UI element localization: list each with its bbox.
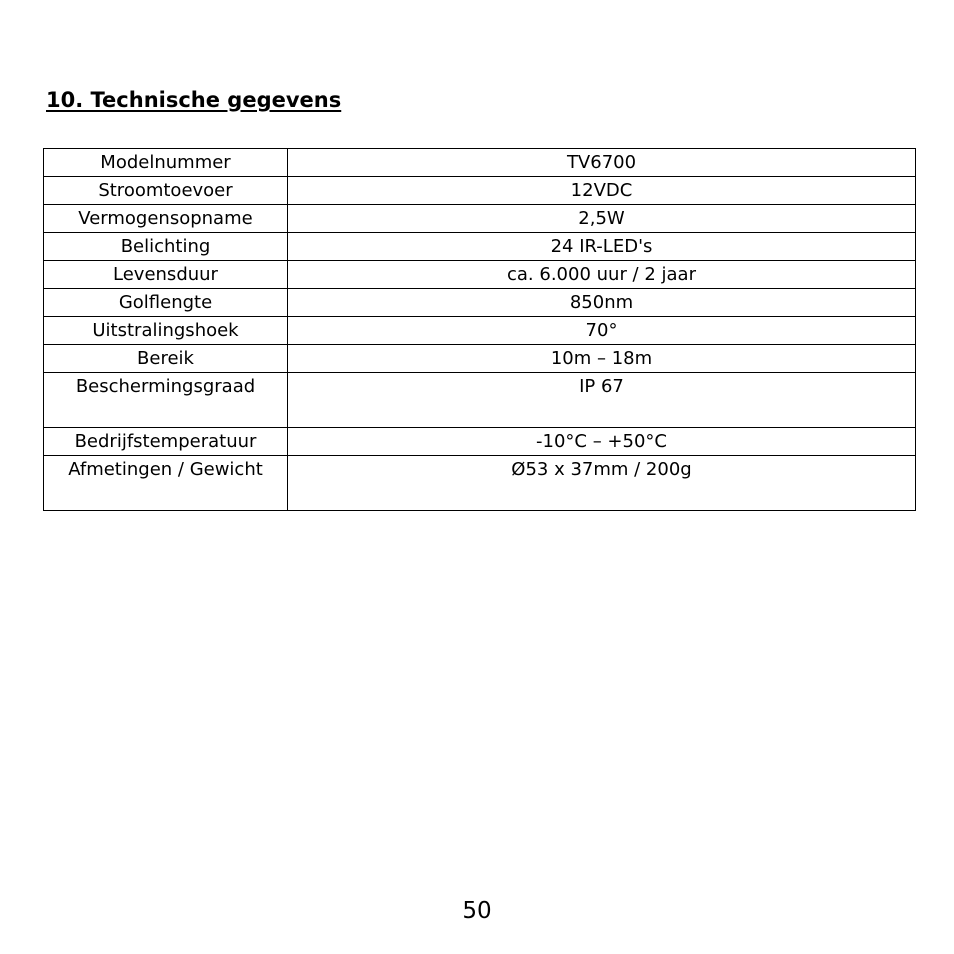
spec-value: 850nm	[288, 289, 916, 317]
page-number: 50	[462, 898, 492, 924]
spec-value: ca. 6.000 uur / 2 jaar	[288, 261, 916, 289]
section-title: 10. Technische gegevens	[46, 88, 342, 112]
spec-value: TV6700	[288, 149, 916, 177]
spec-label: Bedrijfstemperatuur	[44, 428, 288, 456]
spec-table-body	[44, 149, 916, 511]
spec-label: Modelnummer	[44, 149, 288, 177]
spec-value: 24 IR-LED's	[288, 233, 916, 261]
spec-label: Stroomtoevoer	[44, 177, 288, 205]
table-row	[44, 373, 916, 428]
table-row	[44, 261, 916, 289]
table-row	[44, 289, 916, 317]
table-row	[44, 205, 916, 233]
spec-value: 12VDC	[288, 177, 916, 205]
spec-value: 2,5W	[288, 205, 916, 233]
spec-value: 10m – 18m	[288, 345, 916, 373]
spec-value: Ø53 x 37mm / 200g	[288, 456, 916, 511]
table-row	[44, 317, 916, 345]
table-row	[44, 149, 916, 177]
spec-value: -10°C – +50°C	[288, 428, 916, 456]
spec-label: Golflengte	[44, 289, 288, 317]
spec-label: Bereik	[44, 345, 288, 373]
spec-value: IP 67	[288, 373, 916, 428]
table-row	[44, 345, 916, 373]
spec-value: 70°	[288, 317, 916, 345]
spec-label: Vermogensopname	[44, 205, 288, 233]
table-row	[44, 233, 916, 261]
spec-label: Levensduur	[44, 261, 288, 289]
spec-label: Beschermingsgraad	[44, 373, 288, 428]
spec-label: Afmetingen / Gewicht	[44, 456, 288, 511]
spec-label: Belichting	[44, 233, 288, 261]
table-row	[44, 428, 916, 456]
table-row	[44, 177, 916, 205]
table-row	[44, 456, 916, 511]
spec-label: Uitstralingshoek	[44, 317, 288, 345]
spec-table	[43, 148, 916, 511]
